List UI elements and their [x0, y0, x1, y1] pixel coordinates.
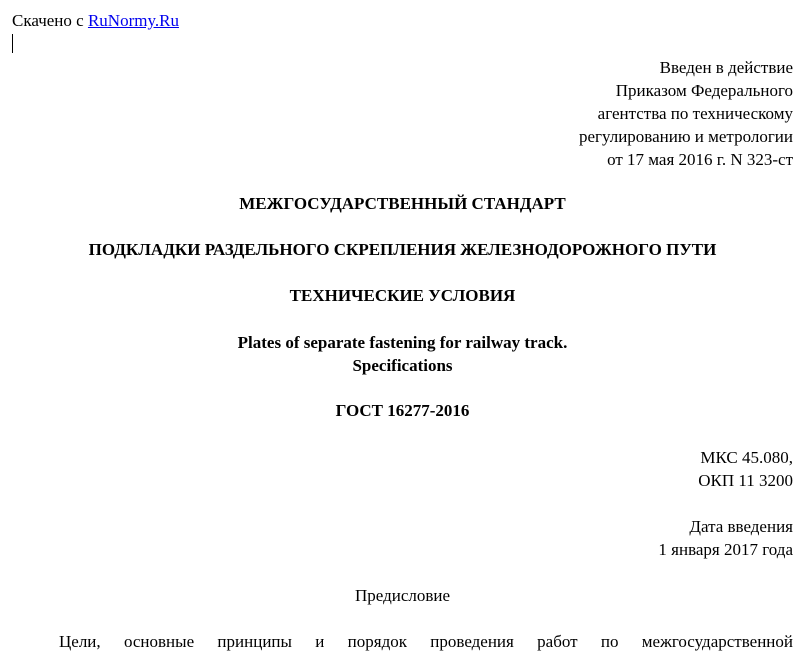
- english-title-line: Specifications: [352, 356, 453, 375]
- approval-line: от 17 мая 2016 г. N 323-ст: [607, 150, 793, 169]
- standard-type-heading: МЕЖГОСУДАРСТВЕННЫЙ СТАНДАРТ: [239, 194, 566, 213]
- english-title: [0, 331, 799, 377]
- approval-block: [579, 56, 793, 171]
- document-title: ПОДКЛАДКИ РАЗДЕЛЬНОГО СКРЕПЛЕНИЯ ЖЕЛЕЗНОДОРОЖНОГО ПУТИ: [88, 240, 717, 259]
- introduction-date-label: Дата введения: [689, 517, 793, 536]
- introduction-date-value: 1 января 2017 года: [658, 540, 793, 559]
- gost-number: ГОСТ 16277-2016: [335, 401, 470, 420]
- approval-line: Приказом Федерального: [615, 81, 793, 100]
- foreword-heading: Предисловие: [354, 586, 451, 605]
- text-cursor: [12, 34, 13, 53]
- english-title-line: Plates of separate fastening for railway track.: [237, 333, 568, 352]
- source-link[interactable]: RuNormy.Ru: [87, 11, 179, 30]
- okp-code: ОКП 11 3200: [698, 471, 793, 490]
- classification-codes: [698, 446, 793, 492]
- mks-code: МКС 45.080,: [700, 448, 793, 467]
- source-attribution: [12, 9, 179, 32]
- approval-line: Введен в действие: [659, 58, 793, 77]
- source-prefix: Скачено с: [12, 11, 84, 30]
- document-subtitle: ТЕХНИЧЕСКИЕ УСЛОВИЯ: [289, 286, 516, 305]
- introduction-date: [658, 515, 793, 561]
- approval-line: регулированию и метрологии: [578, 127, 793, 146]
- approval-line: агентства по техническому: [597, 104, 793, 123]
- foreword-paragraph: Цели, основные принципы и порядок проведения работ по межгосударственной: [59, 632, 793, 651]
